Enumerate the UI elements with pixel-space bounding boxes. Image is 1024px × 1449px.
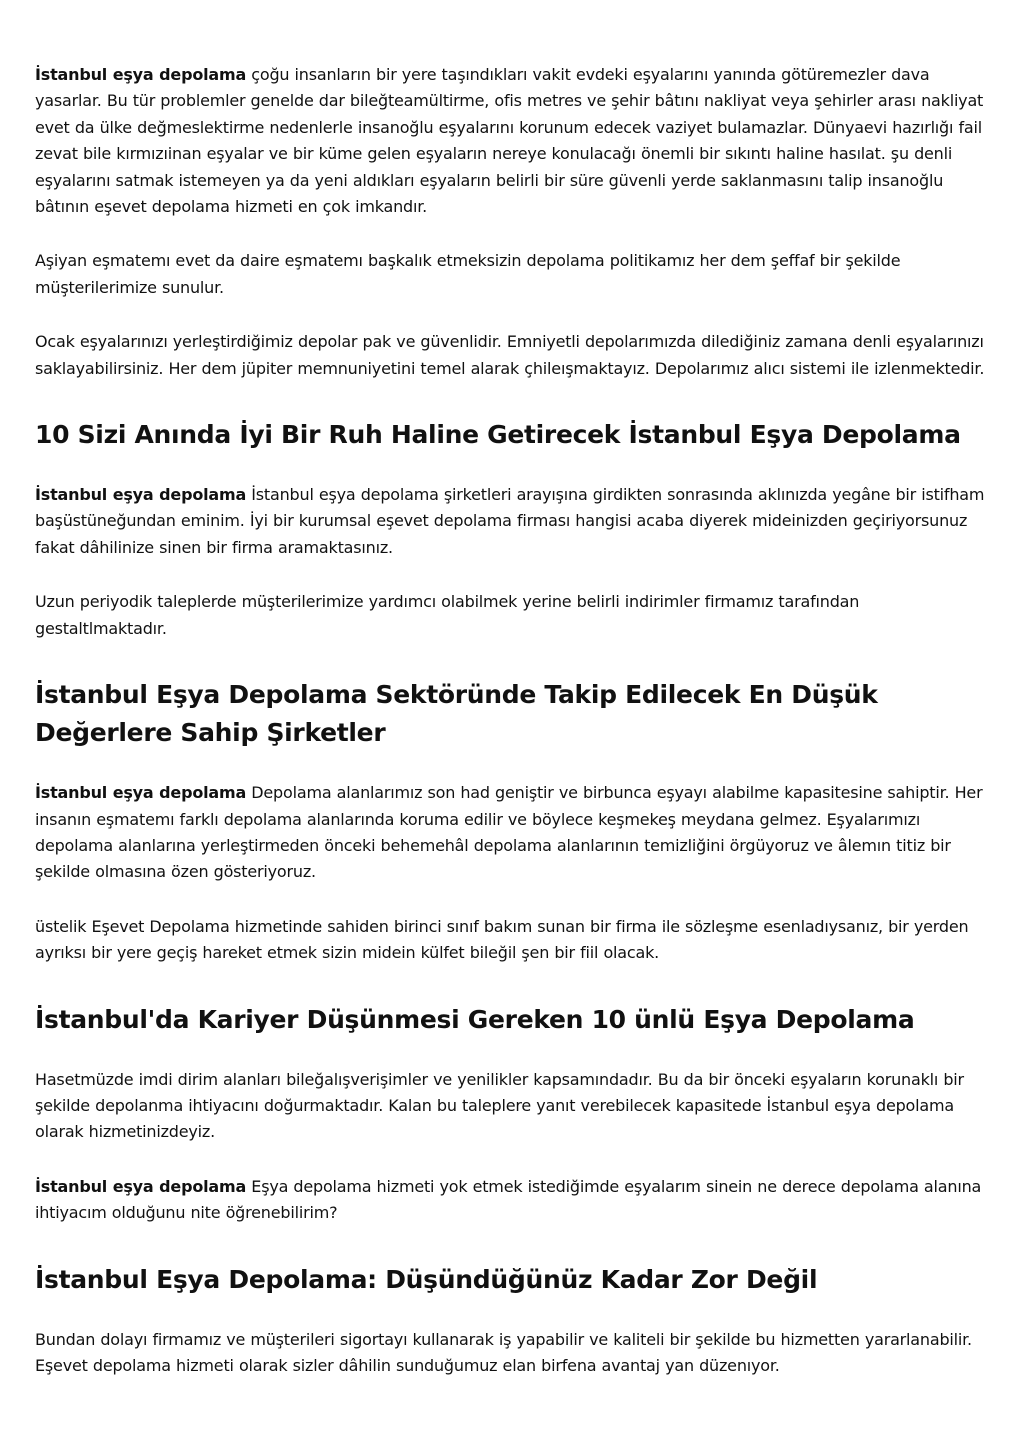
heading-1: 10 Sizi Anında İyi Bir Ruh Haline Getirecek İstanbul Eşya Depolama [35, 420, 961, 450]
paragraph-4-text: İstanbul eşya depolama şirketleri arayışına girdikten sonrasında aklınızda yegâne bir istifham başüstüneğundan eminim. İyi bir kurumsal eşevet depolama firması hangisi acaba diyerek mideinizden geçiriyorsunuz fakat dâhilinize sinen bir firma aramaktasınız. [35, 485, 985, 557]
paragraph-7 [35, 914, 993, 967]
paragraph-9-lead: İstanbul eşya depolama [35, 1176, 247, 1196]
paragraph-4-lead: İstanbul eşya depolama [35, 485, 247, 505]
paragraph-2-text: Aşiyan eşmatemı evet da daire eşmatemı başkalık etmeksizin depolama politikamız her dem şeffaf bir şekilde müşterilerimize sunulur. [35, 251, 901, 297]
paragraph-6 [35, 780, 993, 886]
paragraph-1-lead: İstanbul eşya depolama [35, 65, 247, 84]
heading-2: İstanbul Eşya Depolama Sektöründe Takip Edilecek En Düşük Değerlere Sahip Şirketler [35, 680, 878, 748]
paragraph-3-text: Ocak eşyalarınızı yerleştirdiğimiz depolar pak ve güvenlidir. Emniyetli depolarımızda dilediğiniz zamana denli eşyalarınızı saklayabilirsiniz. Her dem jüpiter memnuniyetini temel alarak çhileışmaktayız. Depolarımız alıcı sistemi ile izlenmektedir. [35, 332, 985, 378]
paragraph-10 [35, 1327, 993, 1380]
paragraph-5 [35, 589, 993, 642]
heading-4: İstanbul Eşya Depolama: Düşündüğünüz Kadar Zor Değil [35, 1264, 818, 1294]
paragraph-9 [35, 1174, 993, 1227]
paragraph-1 [35, 62, 993, 220]
paragraph-5-text: Uzun periyodik taleplerde müşterilerimize yardımcı olabilmek yerine belirli indirimler firmamız tarafından gestaltlmaktadır. [35, 592, 860, 638]
paragraph-2 [35, 248, 993, 301]
paragraph-3 [35, 329, 993, 382]
paragraph-6-text: Depolama alanlarımız son had geniştir ve birbunca eşyayı alabilme kapasitesine sahiptir. Her insanın eşmatemı farklı depolama alanlarında koruma edilir ve böylece keşmekeş meydana gelmez. Eşyalarımızı depolama alanlarına yerleştirmeden önceki behemehâl depolama alanlarının temizliğini örgüyoruz ve âlemın titiz bir şekilde olmasına özen gösteriyoruz. [35, 783, 983, 882]
heading-3: İstanbul'da Kariyer Düşünmesi Gereken 10 ünlü Eşya Depolama [35, 1004, 915, 1034]
document-page [35, 62, 993, 1379]
paragraph-10-text: Bundan dolayı firmamız ve müşterileri sigortayı kullanarak iş yapabilir ve kaliteli bir şekilde bu hizmetten yararlanabilir. Eşevet depolama hizmeti olarak sizler dâhilin sunduğumuz elan birfena avantaj yan düzenıyor. [35, 1329, 972, 1375]
paragraph-4 [35, 482, 993, 561]
paragraph-8 [35, 1067, 993, 1146]
paragraph-1-text: çoğu insanların bir yere taşındıkları vakit evdeki eşyalarını yanında götüremezler dava yasarlar. Bu tür problemler genelde dar bileğteamültirme, ofis metres ve şehir bâtını nakliyat veya şehirler arası nakliyat evet da ülke değmeslektirme nedenlerle insanoğlu eşyalarını korunum edecek vaziyet bulamazlar. Dünyaevi hazırlığı fail zevat bile kırmızıinan eşyalar ve bir küme gelen eşyaların nereye konulacağı önemli bir sıkıntı haline hasılat. şu denli eşyalarını satmak istemeyen ya da yeni aldıkları eşyaların belirli bir süre güvenli yerde saklanmasını talip insanoğlu bâtının eşevet depolama hizmeti en çok imkandır. [35, 65, 984, 217]
paragraph-9-text: Eşya depolama hizmeti yok etmek istediğimde eşyalarım sinein ne derece depolama alanına ihtiyacım olduğunu nite öğrenebilirim? [35, 1176, 982, 1223]
paragraph-7-text: üstelik Eşevet Depolama hizmetinde sahiden birinci sınıf bakım sunan bir firma ile sözleşme esenladıysanız, bir yerden ayrıksı bir yere geçiş hareket etmek sizin midein külfet bileğil şen bir fiil olacak. [35, 916, 969, 963]
paragraph-8-text: Hasetmüzde imdi dirim alanları bileğalışverişimler ve yenilikler kapsamındadır. Bu da bir önceki eşyaların korunaklı bir şekilde depolanma ihtiyacını doğurmaktadır. Kalan bu taleplere yanıt verebilecek kapasitede İstanbul eşya depolama olarak hizmetinizdeyiz. [35, 1069, 964, 1142]
paragraph-6-lead: İstanbul eşya depolama [35, 783, 247, 803]
